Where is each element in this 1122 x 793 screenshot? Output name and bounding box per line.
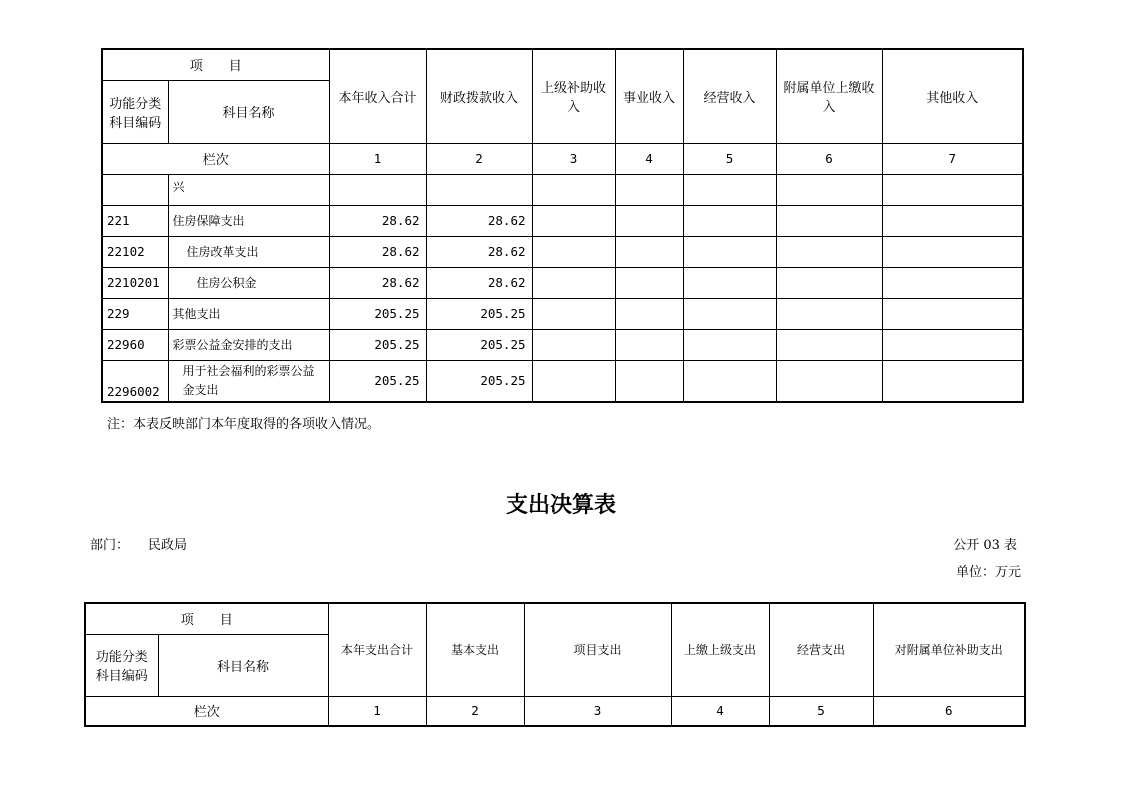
dept-label: 部门： <box>90 538 130 553</box>
row-name: 住房公积金 <box>168 267 329 298</box>
row-name <box>168 360 329 402</box>
row-code: 229 <box>102 298 168 329</box>
header-code: 功能分类科目编码 <box>85 634 158 696</box>
row-fiscal: 28.62 <box>426 205 532 236</box>
col-number: 6 <box>776 143 882 174</box>
header-operating-expense: 经营支出 <box>769 603 873 696</box>
row-name: 住房改革支出 <box>168 236 329 267</box>
header-affiliated-income: 附属单位上缴收入 <box>776 49 882 143</box>
row-code <box>102 174 168 205</box>
col-number: 5 <box>683 143 776 174</box>
row-fiscal: 205.25 <box>426 298 532 329</box>
header-subject: 科目名称 <box>168 80 329 143</box>
row-total: 28.62 <box>329 267 426 298</box>
table-row <box>102 298 1023 329</box>
table-row <box>102 329 1023 360</box>
unit-label: 单位：万元 <box>955 565 1021 580</box>
header-project-expense: 项目支出 <box>524 603 671 696</box>
row-total: 205.25 <box>329 360 426 402</box>
row-fiscal: 28.62 <box>426 236 532 267</box>
dept-value: 民政局 <box>148 538 188 553</box>
row-name: 住房保障支出 <box>168 205 329 236</box>
row-fiscal: 28.62 <box>426 267 532 298</box>
row-name: 兴 <box>168 174 329 205</box>
row-total: 205.25 <box>329 298 426 329</box>
header-business-income: 事业收入 <box>615 49 683 143</box>
row-code: 22960 <box>102 329 168 360</box>
col-number: 7 <box>882 143 1023 174</box>
header-total-income: 本年收入合计 <box>329 49 426 143</box>
header-row-label: 栏次 <box>85 696 328 726</box>
col-number: 1 <box>328 696 426 726</box>
row-name: 彩票公益金安排的支出 <box>168 329 329 360</box>
header-superior-subsidy: 上级补助收入 <box>532 49 615 143</box>
header-other-income: 其他收入 <box>882 49 1023 143</box>
income-table <box>101 48 1024 403</box>
header-operating-income: 经营收入 <box>683 49 776 143</box>
header-subject: 科目名称 <box>158 634 328 696</box>
col-number: 2 <box>426 143 532 174</box>
row-total <box>329 174 426 205</box>
row-code: 2210201 <box>102 267 168 298</box>
col-number: 3 <box>532 143 615 174</box>
col-number: 5 <box>769 696 873 726</box>
table-row <box>102 360 1023 402</box>
income-table-note: 注：本表反映部门本年度取得的各项收入情况。 <box>107 417 381 432</box>
row-total: 205.25 <box>329 329 426 360</box>
row-fiscal: 205.25 <box>426 329 532 360</box>
row-fiscal <box>426 174 532 205</box>
table-row <box>102 236 1023 267</box>
row-name: 其他支出 <box>168 298 329 329</box>
row-code: 22102 <box>102 236 168 267</box>
col-number: 3 <box>524 696 671 726</box>
table-row <box>102 174 1023 205</box>
row-name-text: 用于社会福利的彩票公益金支出 <box>182 363 315 397</box>
header-basic-expense: 基本支出 <box>426 603 524 696</box>
form-number: 公开 03 表 <box>953 538 1017 553</box>
row-fiscal: 205.25 <box>426 360 532 402</box>
header-superior-payment: 上缴上级支出 <box>671 603 769 696</box>
col-number: 6 <box>873 696 1025 726</box>
header-code: 功能分类科目编码 <box>102 80 168 143</box>
header-affiliated-subsidy: 对附属单位补助支出 <box>873 603 1025 696</box>
row-total: 28.62 <box>329 236 426 267</box>
col-number: 2 <box>426 696 524 726</box>
row-code: 2296002 <box>102 360 168 402</box>
header-total-expense: 本年支出合计 <box>328 603 426 696</box>
col-number: 1 <box>329 143 426 174</box>
table-row <box>102 205 1023 236</box>
header-item: 项 目 <box>85 603 328 634</box>
page-title: 支出决算表 <box>505 493 616 518</box>
col-number: 4 <box>671 696 769 726</box>
row-code: 221 <box>102 205 168 236</box>
header-row-label: 栏次 <box>102 143 329 174</box>
row-total: 28.62 <box>329 205 426 236</box>
table-row <box>102 267 1023 298</box>
col-number: 4 <box>615 143 683 174</box>
header-fiscal-income: 财政拨款收入 <box>426 49 532 143</box>
expense-table <box>84 602 1026 727</box>
header-item: 项 目 <box>102 49 329 80</box>
